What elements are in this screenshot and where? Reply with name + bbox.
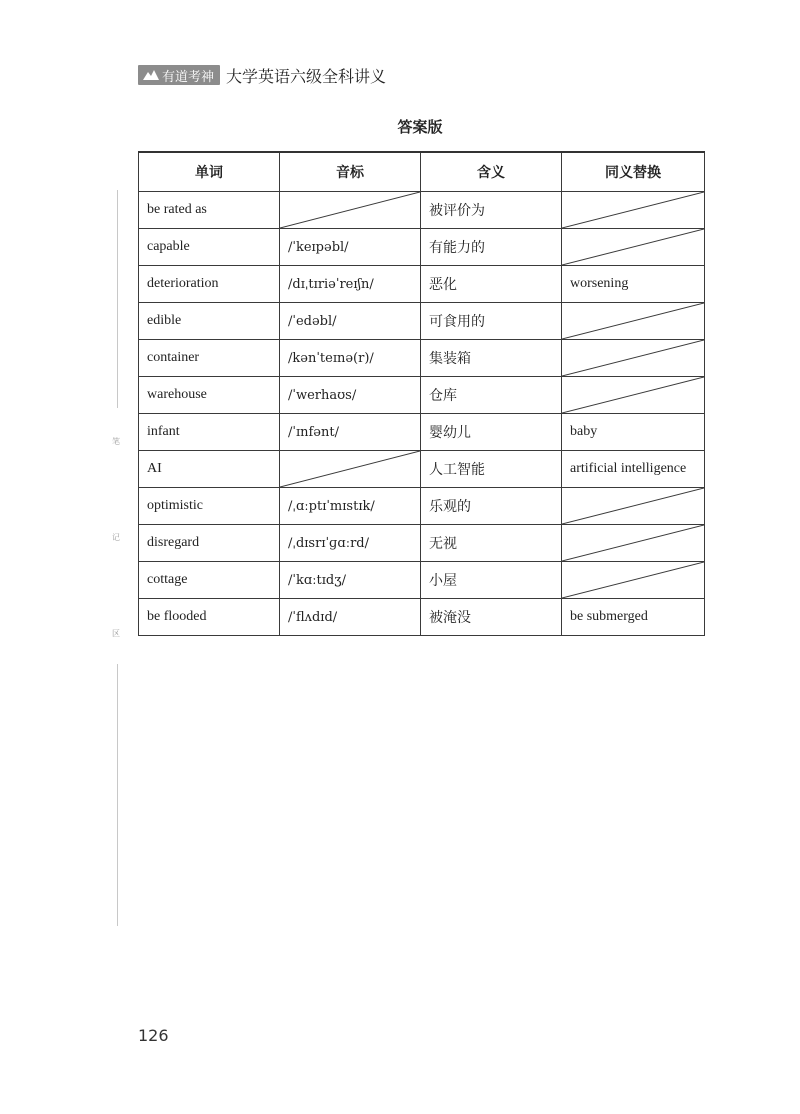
margin-label-3: 区 (112, 629, 120, 638)
table-row (139, 488, 705, 525)
cell-word: edible (139, 303, 280, 340)
cell-synonym: baby (562, 414, 705, 451)
empty-cell-ipa (280, 192, 421, 229)
cell-meaning: 婴幼儿 (421, 414, 562, 451)
table-row (139, 192, 705, 229)
table-row (139, 599, 705, 636)
table-row (139, 303, 705, 340)
table-row (139, 377, 705, 414)
vocabulary-table-body (139, 192, 705, 636)
cell-synonym: artificial intelligence (562, 451, 705, 488)
cell-meaning: 人工智能 (421, 451, 562, 488)
column-header-phonetic: 音标 (280, 152, 421, 192)
cell-synonym: worsening (562, 266, 705, 303)
empty-cell-synonym (562, 488, 705, 525)
diagonal-slash (562, 192, 704, 228)
cell-meaning: 无视 (421, 525, 562, 562)
cell-word: capable (139, 229, 280, 266)
margin-label-1: 笔 (112, 437, 120, 446)
cell-meaning: 被评价为 (421, 192, 562, 229)
column-header-meaning: 含义 (421, 152, 562, 192)
cell-ipa: /ˌɑːptɪˈmɪstɪk/ (280, 488, 421, 525)
empty-cell-synonym (562, 192, 705, 229)
margin-line-top (117, 190, 118, 408)
cell-synonym: be submerged (562, 599, 705, 636)
column-header-synonym: 同义替换 (562, 152, 705, 192)
vocabulary-table (138, 151, 705, 636)
cell-word: infant (139, 414, 280, 451)
sheet-title: 答案版 (397, 118, 443, 136)
cell-word: optimistic (139, 488, 280, 525)
cell-word: cottage (139, 562, 280, 599)
brand-name: 有道考神 (162, 69, 215, 85)
page-header (138, 64, 386, 86)
cell-meaning: 仓库 (421, 377, 562, 414)
empty-cell-synonym (562, 377, 705, 414)
cell-meaning: 小屋 (421, 562, 562, 599)
cell-word: deterioration (139, 266, 280, 303)
empty-cell-synonym (562, 303, 705, 340)
brand-logo-icon (142, 68, 160, 82)
cell-ipa: /ˈkɑːtɪdʒ/ (280, 562, 421, 599)
diagonal-slash (562, 377, 704, 413)
cell-ipa: /dɪˌtɪriəˈreɪʃn/ (280, 266, 421, 303)
cell-meaning: 集装箱 (421, 340, 562, 377)
cell-ipa: /kənˈteɪnə(r)/ (280, 340, 421, 377)
diagonal-slash (562, 303, 704, 339)
cell-meaning: 乐观的 (421, 488, 562, 525)
diagonal-slash (562, 525, 704, 561)
empty-cell-synonym (562, 562, 705, 599)
margin-label-2: 记 (112, 533, 120, 542)
margin-line-bottom (117, 664, 118, 926)
table-row (139, 340, 705, 377)
table-row (139, 562, 705, 599)
cell-meaning: 可食用的 (421, 303, 562, 340)
cell-word: warehouse (139, 377, 280, 414)
table-row (139, 266, 705, 303)
cell-ipa: /ˈɪnfənt/ (280, 414, 421, 451)
empty-cell-ipa (280, 451, 421, 488)
diagonal-slash (562, 488, 704, 524)
book-title: 大学英语六级全科讲义 (226, 66, 387, 86)
cell-ipa: /ˈedəbl/ (280, 303, 421, 340)
cell-ipa: /ˈkeɪpəbl/ (280, 229, 421, 266)
cell-word: disregard (139, 525, 280, 562)
cell-ipa: /ˈwerhaʊs/ (280, 377, 421, 414)
table-row (139, 525, 705, 562)
column-header-word: 单词 (139, 152, 280, 192)
table-row (139, 451, 705, 488)
cell-ipa: /ˈflʌdɪd/ (280, 599, 421, 636)
cell-word: container (139, 340, 280, 377)
diagonal-slash (562, 562, 704, 598)
diagonal-slash (280, 192, 420, 228)
table-row (139, 229, 705, 266)
table-header-row (139, 152, 705, 192)
cell-ipa: /ˌdɪsrɪˈɡɑːrd/ (280, 525, 421, 562)
empty-cell-synonym (562, 340, 705, 377)
empty-cell-synonym (562, 525, 705, 562)
table-row (139, 414, 705, 451)
diagonal-slash (562, 340, 704, 376)
diagonal-slash (562, 229, 704, 265)
page-number: 126 (138, 1026, 169, 1045)
cell-meaning: 有能力的 (421, 229, 562, 266)
cell-word: be flooded (139, 599, 280, 636)
cell-meaning: 恶化 (421, 266, 562, 303)
cell-word: be rated as (139, 192, 280, 229)
cell-word: AI (139, 451, 280, 488)
diagonal-slash (280, 451, 420, 487)
brand-badge (138, 65, 220, 85)
cell-meaning: 被淹没 (421, 599, 562, 636)
empty-cell-synonym (562, 229, 705, 266)
